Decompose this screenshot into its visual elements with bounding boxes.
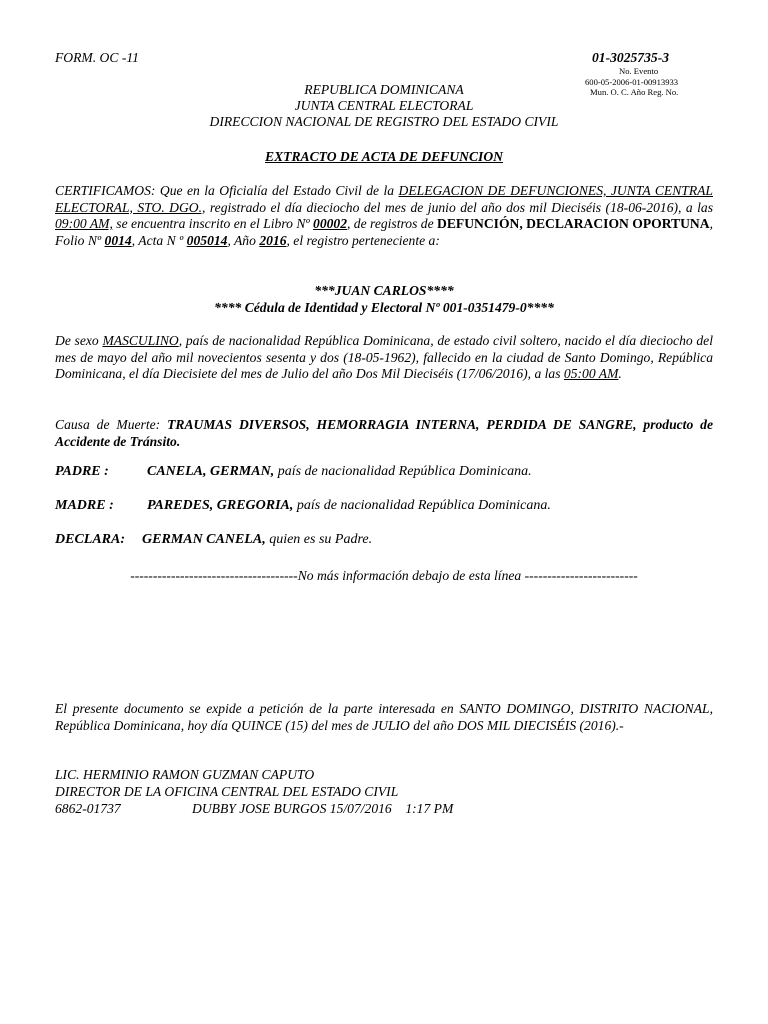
year: 2016 [259,232,287,248]
event-label: No. Evento [619,66,659,76]
folio-number: 0014 [104,232,132,248]
cause-paragraph [55,417,713,450]
certify-text-5: , Folio Nº [55,216,713,248]
declarant-name: GERMAN CANELA, [142,532,266,547]
details-paragraph [55,333,713,383]
office-name: DELEGACION DE DEFUNCIONES, JUNTA CENTRAL ELECTORAL, STO. DGO., [55,183,713,215]
acta-number: 005014 [186,232,228,248]
certify-text-7: , Año [227,232,260,248]
mother-name: PAREDES, GREGORIA, [147,498,294,513]
details-text-1: De sexo [55,333,103,348]
registration-time: 09:00 AM, [55,216,113,232]
issuer-stamp: DUBBY JOSE BURGOS 15/07/2016 1:17 PM [192,801,454,816]
declarant-line [55,532,372,548]
signer-name: LIC. HERMINIO RAMON GUZMAN CAPUTO [55,767,315,782]
person-name: ***JUAN CARLOS**** [314,283,454,298]
letterhead-line-1: REPUBLICA DOMINICANA [304,82,464,97]
certify-text-3: se encuentra inscrito en el Libro Nº [112,216,314,232]
certify-text-2: registrado el día dieciocho del mes de junio del año dos mil Dieciséis (18-06-2016), a las [205,199,713,215]
details-text-3: . [618,366,622,382]
office-code: 6862-01737 [55,801,121,816]
cedula-line: **** Cédula de Identidad y Electoral Nº 001-0351479-0**** [214,300,554,315]
issuance-paragraph: El presente documento se expide a petición de la parte interesada en SANTO DOMINGO, DISTRITO NACIONAL, República Dominicana, hoy día QUINCE (15) del mes de JULIO del año DOS MIL DIECISÉIS (2016).- [55,701,713,733]
end-separator: -------------------------------------No más información debajo de esta línea ------------------------- [130,568,638,583]
mother-text: país de nacionalidad República Dominicana. [293,498,551,513]
certify-text-6: , Acta N º [131,232,187,248]
registry-type: DEFUNCIÓN, DECLARACION OPORTUNA [437,216,710,232]
mother-line [55,498,551,514]
father-label: PADRE : [55,464,109,479]
libro-number: 00002 [313,216,347,232]
certify-text-1: CERTIFICAMOS: Que en la Oficialía del Estado Civil de la [55,183,399,198]
signer-title: DIRECTOR DE LA OFICINA CENTRAL DEL ESTADO CIVIL [55,784,399,799]
letterhead-line-3: DIRECCION NACIONAL DE REGISTRO DEL ESTADO CIVIL [209,114,559,129]
certify-text-4: , de registros de [347,216,438,232]
father-line [55,464,532,480]
letterhead-line-2: JUNTA CENTRAL ELECTORAL [294,98,474,113]
certification-paragraph [55,183,713,249]
document-title: EXTRACTO DE ACTA DE DEFUNCION [265,149,503,164]
sex: MASCULINO [102,333,179,348]
details-text-2: , país de nacionalidad República Dominicana, de estado civil soltero, nacido el día dieciocho del mes de mayo del año mil novecientos sesenta y dos (18-05-1962), fallecido en la ciudad de Santo Domingo, República Dominicana, el día Diecisiete del mes de Julio del año Dos Mil Dieciséis (17/06/2016), a las [55,333,713,382]
reference-number: 01-3025735-3 [592,50,670,65]
registry-label: Mun. O. C. Año Reg. No. [590,87,679,97]
registry-code: 600-05-2006-01-00913933 [585,77,679,87]
declarant-text: quien es su Padre. [265,532,373,547]
mother-label: MADRE : [55,498,114,513]
form-code: FORM. OC -11 [55,50,139,65]
cause-text: TRAUMAS DIVERSOS, HEMORRAGIA INTERNA, PERDIDA DE SANGRE, producto de Accidente de Tránsito. [55,417,713,449]
declarant-label: DECLARA: [55,532,126,547]
certify-text-8: , el registro perteneciente a: [286,232,440,248]
cause-label: Causa de Muerte: [55,417,168,432]
father-name: CANELA, GERMAN, [147,464,275,479]
father-text: país de nacionalidad República Dominicana. [274,464,532,479]
letterhead [0,82,768,130]
death-time: 05:00 AM [563,366,619,382]
